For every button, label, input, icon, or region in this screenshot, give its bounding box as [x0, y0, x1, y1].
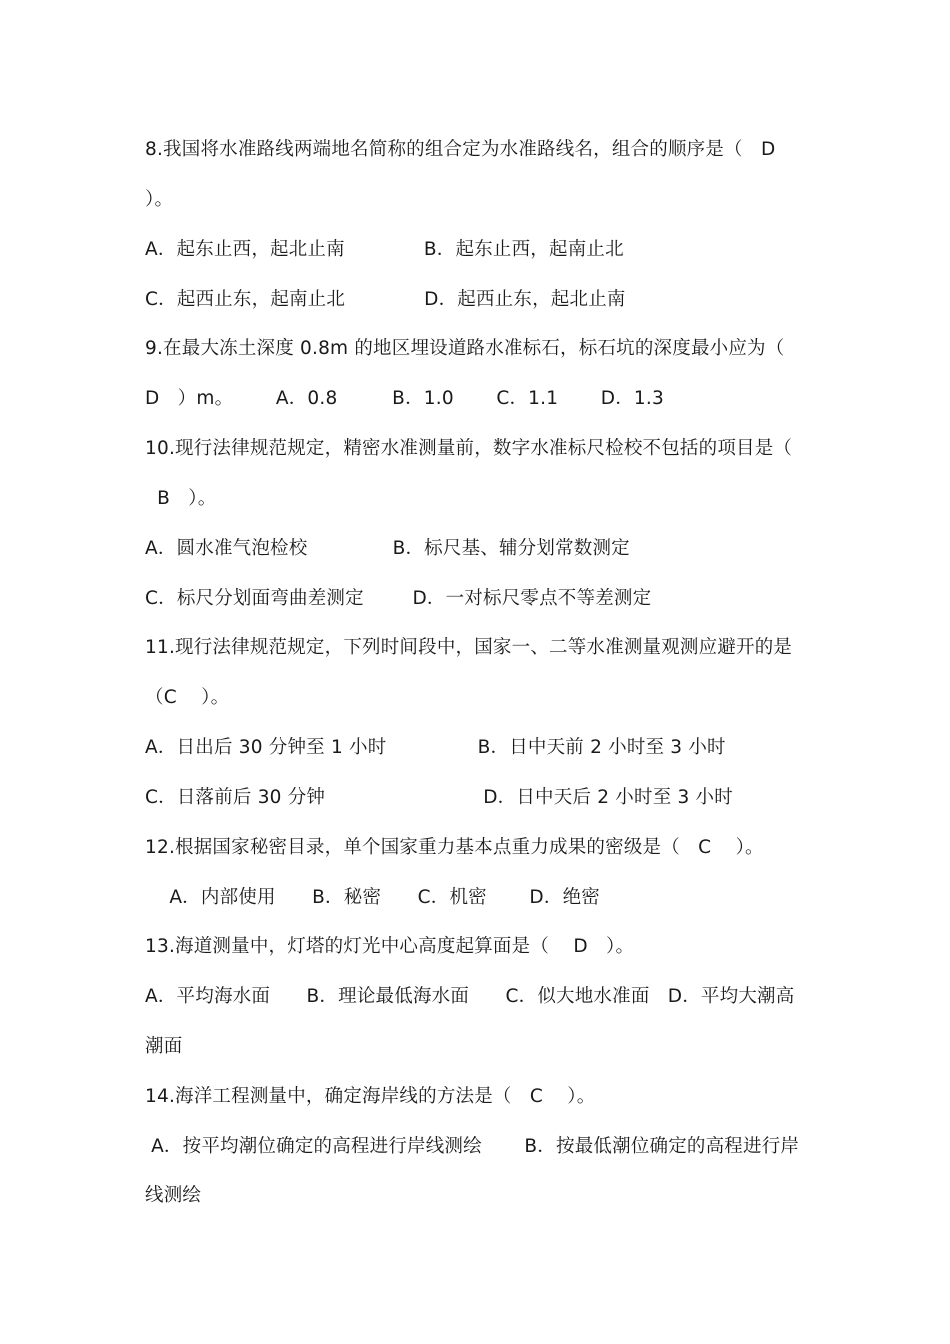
question-13-options-cont: 潮面 [145, 1036, 183, 1057]
question-8-options-ab: A．起东止西，起北止南 B．起东止西，起南止北 [145, 239, 624, 260]
question-14-stem: 14.海洋工程测量中，确定海岸线的方法是（ C ）。 [145, 1086, 596, 1107]
question-13-stem: 13.海道测量中，灯塔的灯光中心高度起算面是（ D ）。 [145, 936, 635, 957]
question-13-options: A．平均海水面 B．理论最低海水面 C．似大地水准面 D．平均大潮高 [145, 986, 795, 1007]
question-8-stem-cont: ）。 [145, 189, 174, 210]
question-10-options-ab: A．圆水准气泡检校 B．标尺基、辅分划常数测定 [145, 538, 630, 559]
question-10-options-cd: C．标尺分划面弯曲差测定 D．一对标尺零点不等差测定 [145, 588, 652, 609]
question-14-options-cont: 线测绘 [145, 1185, 202, 1206]
question-9-answer-options: D ）m。 A．0.8 B．1.0 C．1.1 D．1.3 [145, 388, 664, 409]
question-11-options-cd: C．日落前后 30 分钟 D．日中天后 2 小时至 3 小时 [145, 787, 733, 808]
question-11-stem: 11.现行法律规范规定，下列时间段中，国家一、二等水准测量观测应避开的是 [145, 637, 793, 658]
question-12-options: A．内部使用 B．秘密 C．机密 D．绝密 [145, 887, 600, 908]
question-8-stem: 8.我国将水准路线两端地名简称的组合定为水准路线名，组合的顺序是（ D [145, 139, 776, 160]
question-11-options-ab: A．日出后 30 分钟至 1 小时 B．日中天前 2 小时至 3 小时 [145, 737, 726, 758]
question-10-answer: B ）。 [145, 488, 217, 509]
question-12-stem: 12.根据国家秘密目录，单个国家重力基本点重力成果的密级是（ C ）。 [145, 837, 764, 858]
question-10-stem: 10.现行法律规范规定，精密水准测量前，数字水准标尺检校不包括的项目是（ [145, 438, 793, 459]
question-9-stem: 9.在最大冻土深度 0.8m 的地区埋设道路水准标石，标石坑的深度最小应为（ [145, 338, 785, 359]
question-14-options-ab: A．按平均潮位确定的高程进行岸线测绘 B．按最低潮位确定的高程进行岸 [145, 1136, 800, 1157]
question-11-answer: （C ）。 [145, 687, 230, 708]
question-8-options-cd: C．起西止东，起南止北 D．起西止东，起北止南 [145, 289, 626, 310]
